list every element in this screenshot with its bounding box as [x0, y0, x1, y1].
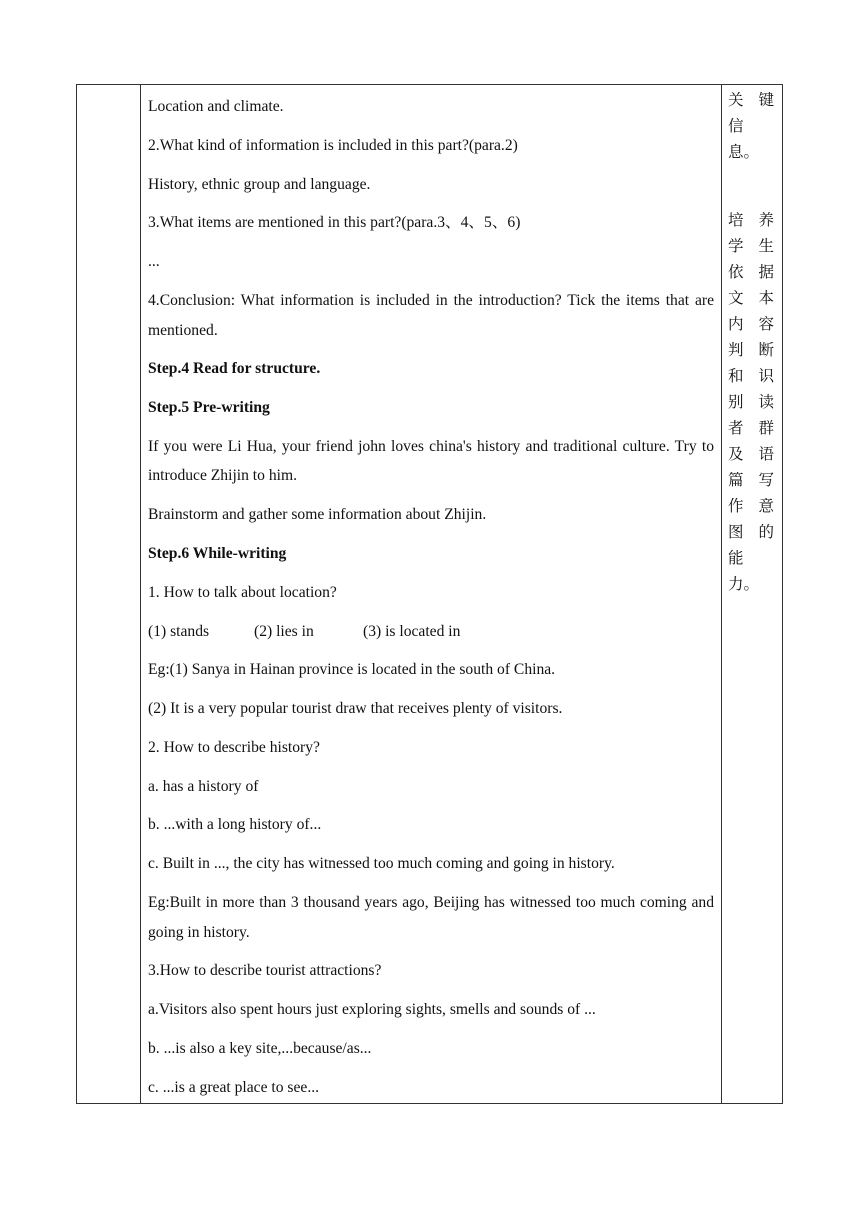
- note-char: 及: [728, 445, 744, 463]
- note-char: 篇: [728, 471, 744, 489]
- option-item: (1) stands: [148, 622, 210, 640]
- note-row: [728, 519, 774, 545]
- note-char: 识: [758, 367, 774, 385]
- note-char: 者: [728, 419, 744, 437]
- text-line: 4.Conclusion: What information is included in the introduction? Tick the items that are mentioned.: [148, 291, 714, 339]
- note-char: 和: [728, 367, 744, 385]
- note-row: [728, 87, 774, 113]
- note-char: 判: [728, 341, 744, 359]
- note-char: 生: [758, 237, 774, 255]
- step-heading: Step.6 While-writing: [148, 545, 287, 562]
- notes-cell-ability: [728, 207, 774, 593]
- text-line: Brainstorm and gather some information about Zhijin.: [148, 506, 487, 524]
- note-char: 容: [758, 315, 774, 333]
- text-line: c. ...is a great place to see...: [148, 1078, 320, 1096]
- note-char: 群: [758, 419, 774, 437]
- note-char: 据: [758, 263, 774, 281]
- note-row: [728, 233, 774, 259]
- text-line: 3.What items are mentioned in this part?(para.3、4、5、6): [148, 214, 521, 232]
- column-divider-left: [140, 85, 141, 1103]
- note-row: [728, 337, 774, 363]
- text-line: c. Built in ..., the city has witnessed too much coming and going in history.: [148, 855, 615, 873]
- text-line: b. ...is also a key site,...because/as...: [148, 1039, 372, 1057]
- note-row: [728, 493, 774, 519]
- text-line: 1. How to talk about location?: [148, 583, 337, 601]
- note-char: 内: [728, 315, 744, 333]
- note-row: [728, 441, 774, 467]
- note-char: 断: [758, 341, 774, 359]
- note-char: 写: [758, 471, 774, 489]
- text-line: History, ethnic group and language.: [148, 175, 371, 193]
- lesson-content-cell: [148, 92, 714, 1112]
- text-line: If you were Li Hua, your friend john loves china's history and traditional culture. Try to introduce Zhijin to him.: [148, 437, 714, 485]
- text-line: a.Visitors also spent hours just exploring sights, smells and sounds of ...: [148, 1001, 596, 1019]
- text-line: 2. How to describe history?: [148, 738, 320, 756]
- note-char: 培: [728, 211, 744, 229]
- note-char: 信息。: [728, 117, 760, 161]
- note-row: [728, 207, 774, 233]
- note-char: 语: [758, 445, 774, 463]
- notes-cell-key-info: [728, 87, 774, 161]
- options-line: [148, 617, 714, 647]
- note-char: 键: [758, 91, 774, 109]
- note-char: 文: [728, 289, 744, 307]
- note-row: [728, 363, 774, 389]
- note-char: 图: [728, 523, 744, 541]
- note-char: 读: [758, 393, 774, 411]
- text-line: b. ...with a long history of...: [148, 816, 322, 834]
- text-line: 3.How to describe tourist attractions?: [148, 962, 382, 980]
- text-line: a. has a history of: [148, 777, 259, 795]
- text-line: Eg:(1) Sanya in Hainan province is located in the south of China.: [148, 661, 556, 679]
- text-line: ...: [148, 253, 160, 271]
- column-divider-right: [721, 85, 722, 1103]
- note-row: [728, 467, 774, 493]
- note-char: 养: [758, 211, 774, 229]
- text-line: 2.What kind of information is included in this part?(para.2): [148, 136, 518, 154]
- note-row: [728, 389, 774, 415]
- note-char: 关: [728, 91, 744, 109]
- note-char: 意: [758, 497, 774, 515]
- step-heading: Step.4 Read for structure.: [148, 360, 321, 378]
- note-row: [728, 113, 774, 161]
- text-line: Eg:Built in more than 3 thousand years ago, Beijing has witnessed too much coming and going in history.: [148, 894, 714, 941]
- note-char: 别: [728, 393, 744, 411]
- option-item: (3) is located in: [363, 622, 461, 640]
- text-line: Location and climate.: [148, 98, 284, 115]
- note-row: [728, 259, 774, 285]
- text-line: (2) It is a very popular tourist draw that receives plenty of visitors.: [148, 700, 563, 718]
- lesson-table: [76, 84, 783, 1104]
- note-char: 能力。: [728, 549, 760, 593]
- note-char: 依: [728, 263, 744, 281]
- note-char: 作: [728, 497, 744, 515]
- note-char: 本: [758, 289, 774, 307]
- step-heading: Step.5 Pre-writing: [148, 399, 270, 417]
- note-char: 的: [758, 523, 774, 541]
- option-item: (2) lies in: [254, 622, 314, 640]
- note-row: [728, 415, 774, 441]
- note-row: [728, 285, 774, 311]
- note-row: [728, 311, 774, 337]
- note-row: [728, 545, 774, 593]
- note-char: 学: [728, 237, 744, 255]
